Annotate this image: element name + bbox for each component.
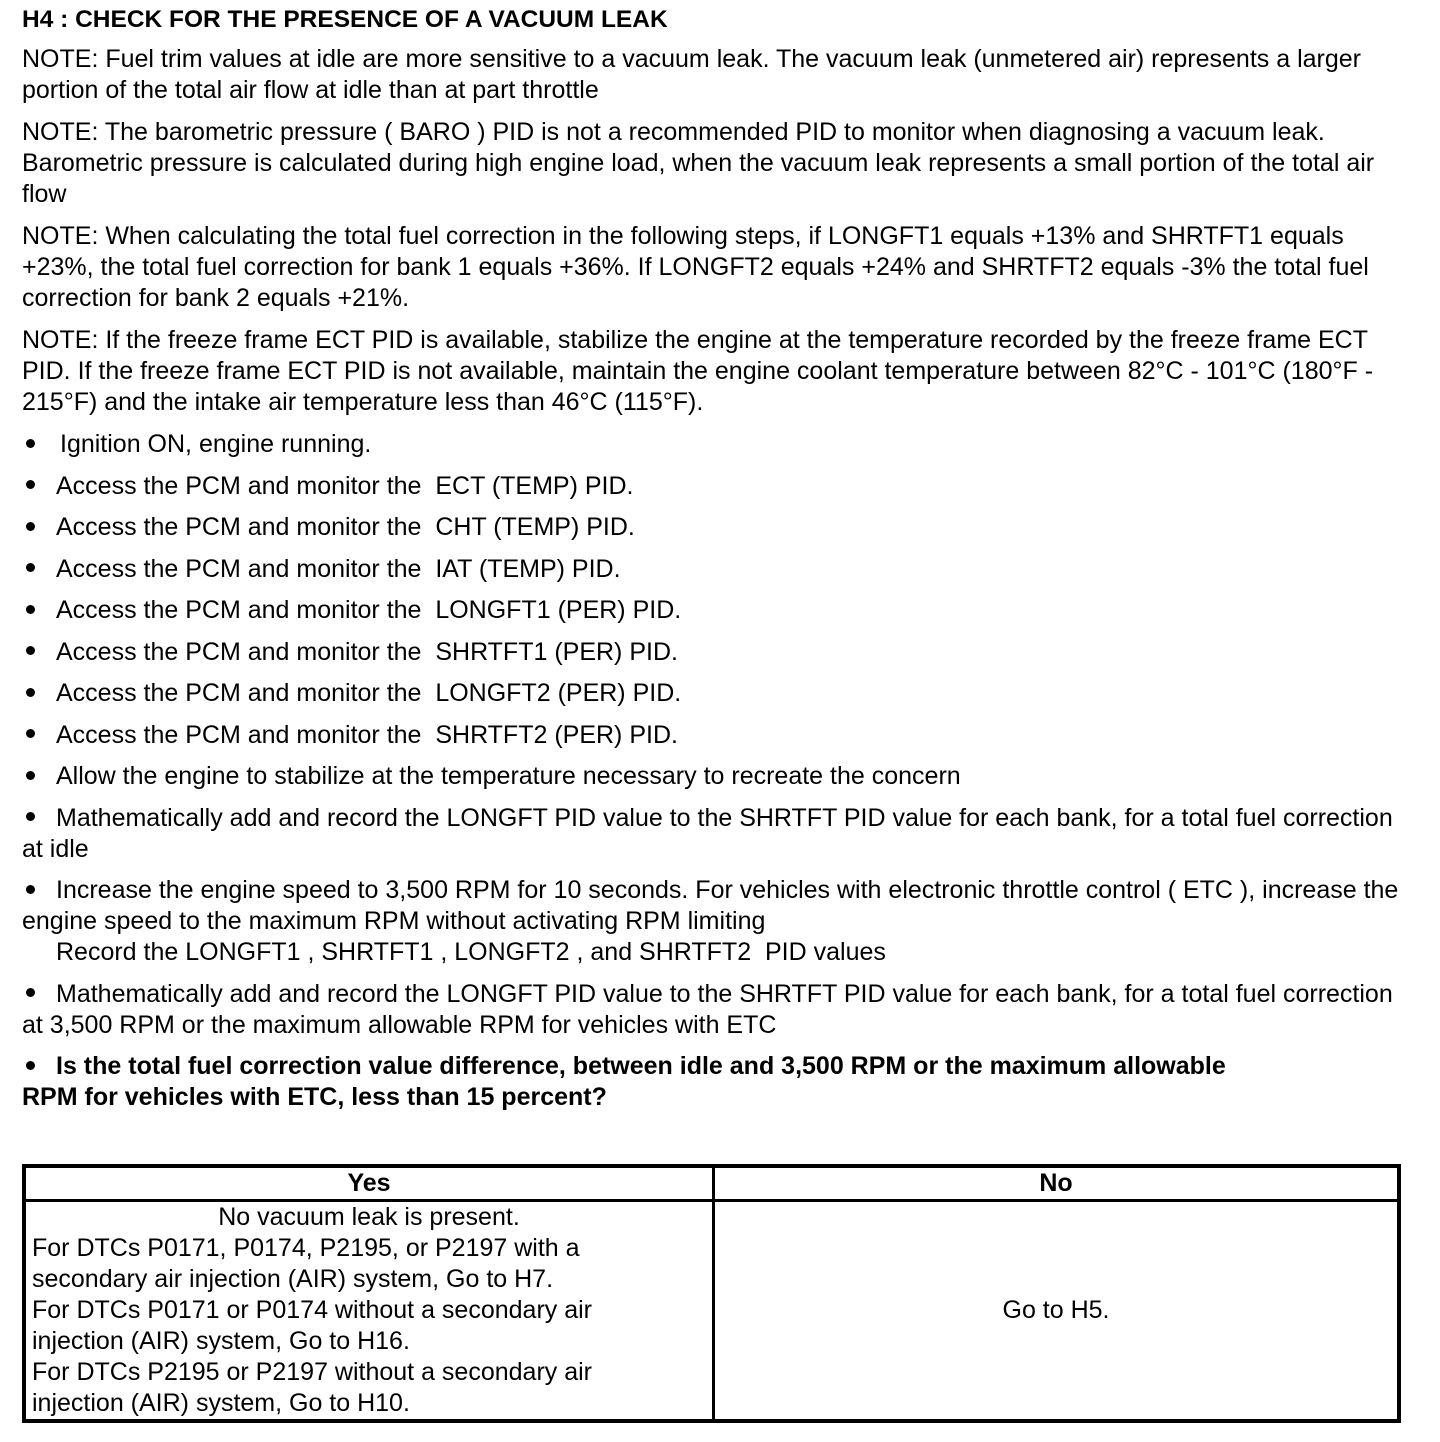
- no-header: No: [714, 1166, 1400, 1201]
- record-step-text: Record the LONGFT1 , SHRTFT1 , LONGFT2 , and SHRTFT2 PID values: [56, 938, 886, 966]
- list-item: [22, 512, 1412, 543]
- note-fuel-correction: NOTE: When calculating the total fuel correction in the following steps, if LONGFT1 equals +13% and SHRTFT1 equals +23%, the total fuel correction for bank 1 equals +36%. If LONGFT2 equals +24% and SHRTFT2 equals -3% the total fuel correction for bank 2 equals +21%.: [22, 222, 1369, 312]
- no-cell: Go to H5.: [714, 1201, 1400, 1422]
- step-text: Access the PCM and monitor the LONGFT2 (PER) PID.: [56, 679, 682, 707]
- step-text: Access the PCM and monitor the SHRTFT1 (PER) PID.: [56, 637, 678, 666]
- list-item: [22, 678, 1412, 709]
- bullet-icon: [26, 1061, 35, 1070]
- table-row: [24, 1201, 1399, 1422]
- bullet-icon: [26, 812, 35, 821]
- list-item: [22, 720, 1412, 751]
- bullet-icon: [26, 439, 35, 448]
- list-item: [22, 637, 1412, 668]
- step-text: Ignition ON, engine running.: [60, 430, 372, 458]
- step-text: Access the PCM and monitor the ECT (TEMP) PID.: [56, 471, 634, 500]
- bullet-icon: [26, 688, 35, 697]
- table-header-row: [24, 1166, 1399, 1201]
- list-item: [22, 471, 1412, 502]
- bullet-icon: [26, 522, 35, 531]
- step-text: Access the PCM and monitor the IAT (TEMP) PID.: [56, 554, 621, 583]
- yes-line: For DTCs P2195 or P2197 without a secondary air: [32, 1358, 592, 1386]
- list-item: [22, 875, 1412, 968]
- list-item: [22, 761, 1412, 792]
- list-item: [22, 429, 1412, 460]
- note-freeze-frame: NOTE: If the freeze frame ECT PID is available, stabilize the engine at the temperature recorded by the freeze frame ECT PID. If the freeze frame ECT PID is not available, maintain the engine coolant temperature between 82°C - 101°C (180°F - 215°F) and the intake air temperature less than 46°C (115°F).: [22, 326, 1374, 416]
- step-text: Mathematically add and record the LONGFT PID value to the SHRTFT PID value for each bank, for a total fuel correction at idle: [22, 803, 1393, 863]
- step-text: Access the PCM and monitor the CHT (TEMP) PID.: [56, 513, 635, 541]
- bullet-icon: [26, 605, 35, 614]
- step-title: H4 : CHECK FOR THE PRESENCE OF A VACUUM LEAK: [22, 6, 668, 33]
- yes-line: No vacuum leak is present.: [218, 1203, 520, 1231]
- bullet-icon: [26, 988, 35, 997]
- step-text: Mathematically add and record the LONGFT PID value to the SHRTFT PID value for each bank, for a total fuel correction at 3,500 RPM or the maximum allowable RPM for vehicles with ETC: [22, 979, 1393, 1039]
- bullet-icon: [26, 563, 35, 572]
- yes-line: For DTCs P0171 or P0174 without a secondary air: [32, 1296, 592, 1324]
- note-fuel-trim: NOTE: Fuel trim values at idle are more sensitive to a vacuum leak. The vacuum leak (unmetered air) represents a larger portion of the total air flow at idle than at part throttle: [22, 45, 1361, 104]
- yes-header: Yes: [24, 1166, 714, 1201]
- bullet-icon: [26, 885, 35, 894]
- yes-line: secondary air injection (AIR) system, Go to H7.: [32, 1265, 554, 1293]
- step-text: Allow the engine to stabilize at the temperature necessary to recreate the concern: [56, 762, 961, 790]
- procedure-page: [22, 4, 1412, 1124]
- step-list: [22, 429, 1412, 1113]
- list-item: [22, 554, 1412, 585]
- yes-line: injection (AIR) system, Go to H16.: [32, 1327, 410, 1355]
- list-item: [22, 979, 1412, 1041]
- question-text: Is the total fuel correction value difference, between idle and 3,500 RPM or the maximum allowable RPM for vehicles with ETC, less than 15 percent?: [22, 1052, 1226, 1111]
- step-text: Access the PCM and monitor the SHRTFT2 (PER) PID.: [56, 720, 678, 749]
- step-text: Access the PCM and monitor the LONGFT1 (PER) PID.: [56, 596, 682, 624]
- yes-line: For DTCs P0171, P0174, P2195, or P2197 with a: [32, 1234, 580, 1262]
- list-item: [22, 803, 1412, 865]
- note-baro-pid: NOTE: The barometric pressure ( BARO ) PID is not a recommended PID to monitor when diagnosing a vacuum leak. Barometric pressure is calculated during high engine load, when the vacuum leak represents a small portion of the total air flow: [22, 118, 1375, 208]
- bullet-icon: [26, 646, 35, 655]
- yes-line: injection (AIR) system, Go to H10.: [32, 1389, 410, 1417]
- bullet-icon: [26, 729, 35, 738]
- list-item: [22, 595, 1412, 626]
- step-text: Increase the engine speed to 3,500 RPM for 10 seconds. For vehicles with electronic throttle control ( ETC ), increase the engine speed to the maximum RPM without activating RPM limiting: [22, 876, 1399, 935]
- decision-table: [22, 1164, 1401, 1423]
- yes-cell: [24, 1201, 714, 1422]
- bullet-icon: [26, 771, 35, 780]
- decision-question: [22, 1051, 1412, 1113]
- bullet-icon: [26, 480, 35, 489]
